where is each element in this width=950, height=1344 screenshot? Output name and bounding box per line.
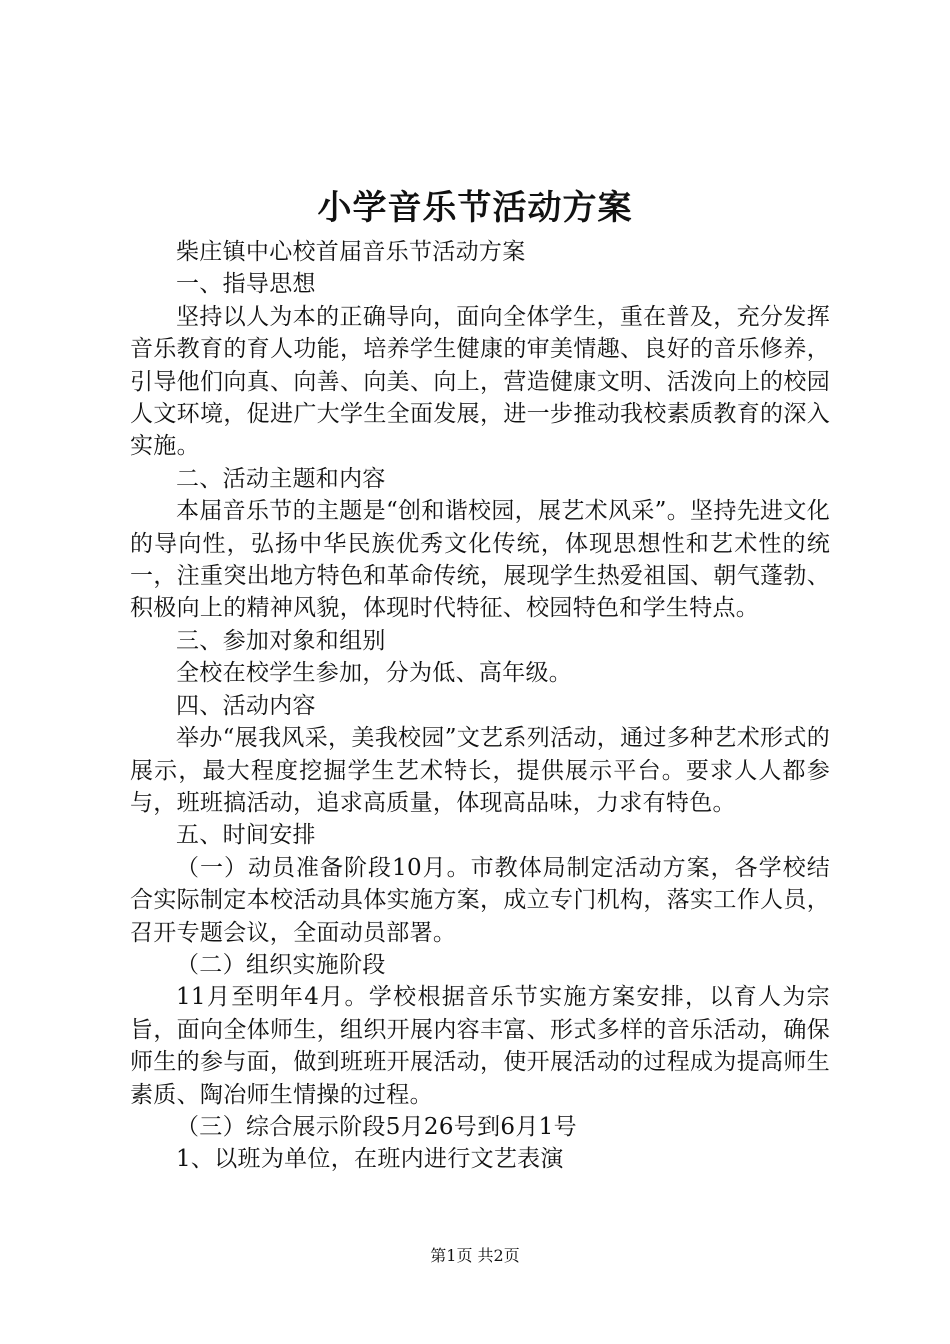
section-heading: 五、时间安排 <box>176 822 316 849</box>
document-body <box>130 236 830 1176</box>
paragraph: （一）动员准备阶段10月。市教体局制定活动方案，各学校结合实际制定本校活动具体实施方案，成立专门机构，落实工作人员，召开专题会议，全面动员部署。 <box>130 854 830 946</box>
paragraph: 11月至明年4月。学校根据音乐节实施方案安排，以育人为宗旨，面向全体师生，组织开展内容丰富、形式多样的音乐活动，确保师生的参与面，做到班班开展活动，使开展活动的过程成为提高师生素质、陶冶师生情操的过程。 <box>130 984 830 1108</box>
paragraph: 1、以班为单位，在班内进行文艺表演 <box>176 1146 564 1173</box>
paragraph: 本届音乐节的主题是“创和谐校园，展艺术风采”。坚持先进文化的导向性，弘扬中华民族优秀文化传统，体现思想性和艺术性的统一，注重突出地方特色和革命传统，展现学生热爱祖国、朝气蓬勃、积极向上的精神风貌，体现时代特征、校园特色和学生特点。 <box>130 498 830 622</box>
sub-heading: （三）综合展示阶段5月26号到6月1号 <box>176 1113 577 1140</box>
section-heading: 四、活动内容 <box>176 692 316 719</box>
section-heading: 一、指导思想 <box>176 271 316 298</box>
sub-heading: （二）组织实施阶段 <box>176 951 386 978</box>
section-heading: 三、参加对象和组别 <box>176 627 386 654</box>
paragraph-heading: 柴庄镇中心校首届音乐节活动方案 <box>176 239 526 265</box>
document-title: 小学音乐节活动方案 <box>317 188 633 228</box>
page-number-footer: 第1页 共2页 <box>430 1246 520 1265</box>
paragraph: 坚持以人为本的正确导向，面向全体学生，重在普及，充分发挥音乐教育的育人功能，培养学生健康的审美情趣、良好的音乐修养，引导他们向真、向善、向美、向上，营造健康文明、活泼向上的校园人文环境，促进广大学生全面发展，进一步推动我校素质教育的深入实施。 <box>130 303 830 460</box>
paragraph: 举办“展我风采，美我校园”文艺系列活动，通过多种艺术形式的展示，最大程度挖掘学生艺术特长，提供展示平台。要求人人都参与，班班搞活动，追求高质量，体现高品味，力求有特色。 <box>130 725 830 816</box>
paragraph: 全校在校学生参加，分为低、高年级。 <box>176 660 573 687</box>
section-heading: 二、活动主题和内容 <box>176 465 386 492</box>
